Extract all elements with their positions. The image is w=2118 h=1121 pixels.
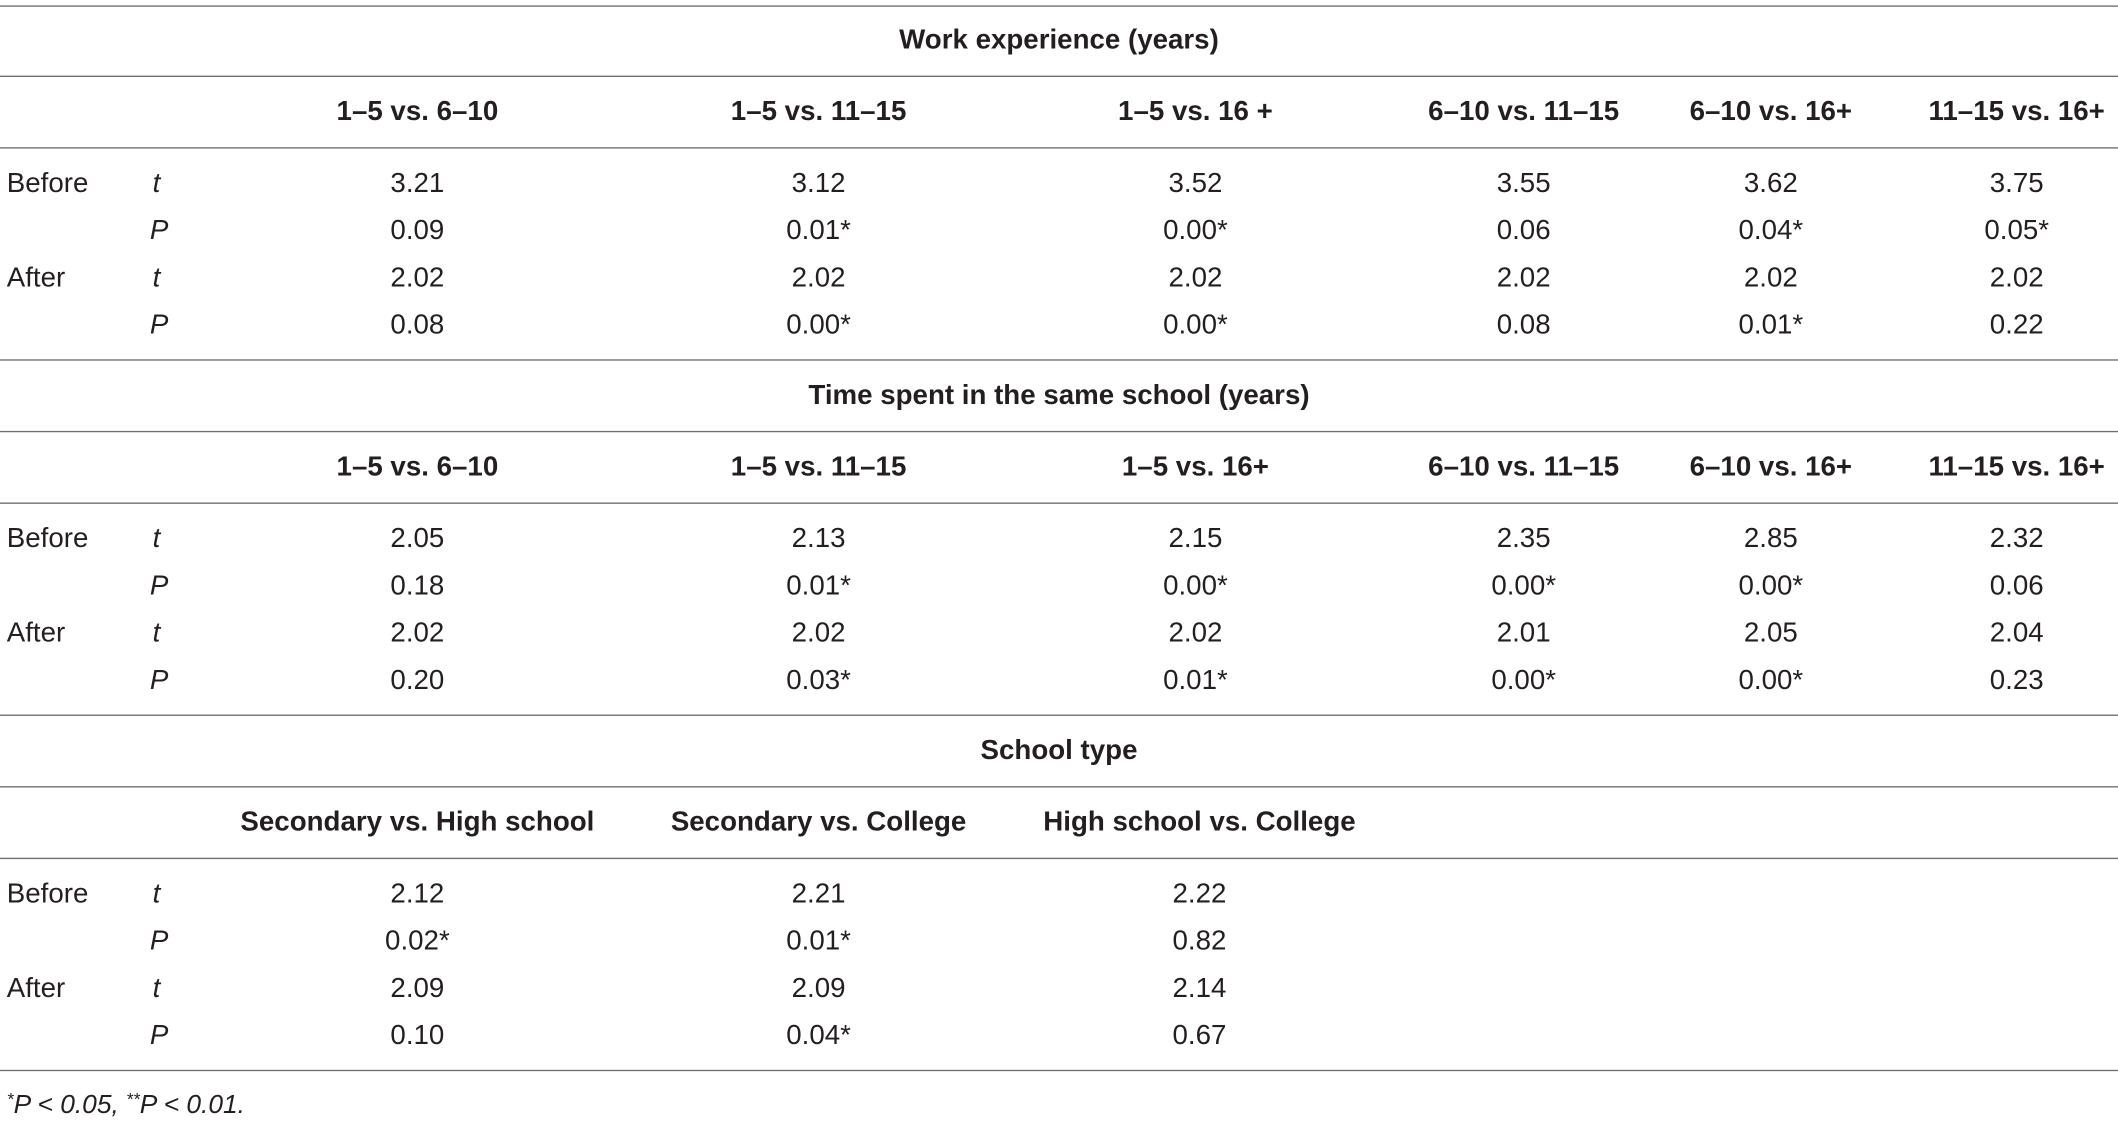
table-cell: 2.05 bbox=[1743, 617, 1798, 649]
table-cell: 0.00* bbox=[1163, 570, 1228, 602]
row-stat-label: t bbox=[152, 617, 161, 649]
table-cell: 0.08 bbox=[390, 309, 445, 341]
section-title-rule bbox=[0, 786, 2118, 787]
table-cell: 2.02 bbox=[390, 262, 445, 294]
row-stat-label: P bbox=[149, 570, 169, 602]
column-header: High school vs. College bbox=[1043, 806, 1356, 838]
column-header: Secondary vs. High school bbox=[240, 806, 595, 838]
section-title-time-in-school: Time spent in the same school (years) bbox=[808, 379, 1310, 411]
row-group-label: After bbox=[6, 617, 66, 649]
table-cell: 3.55 bbox=[1496, 167, 1551, 199]
table-cell: 2.09 bbox=[791, 972, 846, 1004]
column-header: 1–5 vs. 11–15 bbox=[730, 95, 907, 127]
table-cell: 0.20 bbox=[390, 664, 445, 696]
column-header: 6–10 vs. 11–15 bbox=[1428, 451, 1620, 483]
row-stat-label: P bbox=[149, 309, 169, 341]
section-title-rule bbox=[0, 431, 2118, 432]
row-stat-label: t bbox=[152, 972, 161, 1004]
table-cell: 0.10 bbox=[390, 1019, 445, 1051]
table-cell: 0.82 bbox=[1172, 925, 1227, 957]
table-cell: 2.13 bbox=[791, 522, 846, 554]
table-cell: 0.02* bbox=[385, 925, 450, 957]
table-cell: 2.09 bbox=[390, 972, 445, 1004]
column-header: 6–10 vs. 16+ bbox=[1689, 451, 1853, 483]
footnote-mark: * bbox=[6, 1088, 14, 1109]
table-cell: 2.02 bbox=[1496, 262, 1551, 294]
section-divider-rule bbox=[0, 359, 2118, 360]
row-stat-label: t bbox=[152, 522, 161, 554]
table-cell: 0.06 bbox=[1989, 570, 2044, 602]
row-group-label: After bbox=[6, 972, 66, 1004]
table-cell: 3.12 bbox=[791, 167, 846, 199]
section-title-work-experience: Work experience (years) bbox=[899, 24, 1219, 56]
table-cell: 0.18 bbox=[390, 570, 445, 602]
table-cell: 3.62 bbox=[1743, 167, 1798, 199]
footnote-mark: ** bbox=[126, 1088, 140, 1109]
table-cell: 2.02 bbox=[390, 617, 445, 649]
column-header: 1–5 vs. 6–10 bbox=[336, 95, 499, 127]
table-cell: 0.00* bbox=[1163, 214, 1228, 246]
table-cell: 0.00* bbox=[786, 309, 851, 341]
table-cell: 0.67 bbox=[1172, 1019, 1227, 1051]
table-cell: 2.21 bbox=[791, 878, 846, 910]
table-cell: 2.22 bbox=[1172, 878, 1227, 910]
table-cell: 0.06 bbox=[1496, 214, 1551, 246]
section-title-school-type: School type bbox=[980, 734, 1138, 766]
table-cell: 2.15 bbox=[1168, 522, 1223, 554]
table-cell: 2.02 bbox=[1168, 262, 1223, 294]
row-group-label: Before bbox=[6, 522, 89, 554]
column-header: 1–5 vs. 6–10 bbox=[336, 451, 499, 483]
table-cell: 2.02 bbox=[1168, 617, 1223, 649]
table-cell: 2.85 bbox=[1743, 522, 1798, 554]
column-header: 1–5 vs. 16 + bbox=[1118, 95, 1273, 127]
table-cell: 2.02 bbox=[791, 617, 846, 649]
column-header: 1–5 vs. 11–15 bbox=[730, 451, 907, 483]
column-header: 6–10 vs. 11–15 bbox=[1428, 95, 1620, 127]
table-cell: 0.00* bbox=[1163, 309, 1228, 341]
table-cell: 0.01* bbox=[786, 570, 851, 602]
row-stat-label: t bbox=[152, 262, 161, 294]
row-group-label: After bbox=[6, 262, 66, 294]
footnote-text: P < 0.01. bbox=[139, 1090, 245, 1120]
table-cell: 0.08 bbox=[1496, 309, 1551, 341]
table-cell: 2.32 bbox=[1989, 522, 2044, 554]
table-cell: 0.23 bbox=[1989, 664, 2044, 696]
table-cell: 2.05 bbox=[390, 522, 445, 554]
table-cell: 0.00* bbox=[1491, 570, 1557, 602]
table-bottom-rule bbox=[0, 1070, 2118, 1071]
table-cell: 2.02 bbox=[1989, 262, 2044, 294]
row-stat-label: t bbox=[152, 878, 161, 910]
column-header: 11–15 vs. 16+ bbox=[1928, 95, 2105, 127]
column-header-rule bbox=[0, 858, 2118, 859]
row-stat-label: P bbox=[149, 1019, 169, 1051]
section-divider-rule bbox=[0, 715, 2118, 716]
row-stat-label: P bbox=[149, 214, 169, 246]
table-cell: 2.04 bbox=[1989, 617, 2044, 649]
section-title-rule bbox=[0, 76, 2118, 77]
table-cell: 2.02 bbox=[1743, 262, 1798, 294]
column-header-rule bbox=[0, 147, 2118, 148]
table-cell: 2.35 bbox=[1496, 522, 1551, 554]
table-cell: 0.04* bbox=[786, 1019, 851, 1051]
table-cell: 2.02 bbox=[791, 262, 846, 294]
table-cell: 3.52 bbox=[1168, 167, 1223, 199]
column-header-rule bbox=[0, 502, 2118, 503]
row-group-label: Before bbox=[6, 167, 89, 199]
table-cell: 0.03* bbox=[786, 664, 851, 696]
table-cell: 0.01* bbox=[786, 214, 851, 246]
table-cell: 2.14 bbox=[1172, 972, 1227, 1004]
row-stat-label: t bbox=[152, 167, 161, 199]
table-footnote bbox=[7, 1083, 245, 1121]
row-group-label: Before bbox=[6, 878, 89, 910]
table-cell: 0.01* bbox=[1163, 664, 1228, 696]
table-cell: 0.22 bbox=[1989, 309, 2044, 341]
table-cell: 0.00* bbox=[1738, 664, 1804, 696]
table-cell: 0.09 bbox=[390, 214, 445, 246]
footnote-text: P < 0.05, bbox=[13, 1090, 127, 1120]
table-cell: 0.00* bbox=[1491, 664, 1557, 696]
table-cell: 2.01 bbox=[1496, 617, 1551, 649]
table-cell: 0.05* bbox=[1984, 214, 2050, 246]
table-cell: 0.00* bbox=[1738, 570, 1804, 602]
table-cell: 0.04* bbox=[1738, 214, 1804, 246]
row-stat-label: P bbox=[149, 664, 169, 696]
table-cell: 0.01* bbox=[786, 925, 851, 957]
column-header: Secondary vs. College bbox=[670, 806, 967, 838]
table-cell: 0.01* bbox=[1738, 309, 1804, 341]
row-stat-label: P bbox=[149, 925, 169, 957]
column-header: 11–15 vs. 16+ bbox=[1928, 451, 2105, 483]
table-cell: 2.12 bbox=[390, 878, 445, 910]
table-cell: 3.75 bbox=[1989, 167, 2044, 199]
table-top-rule bbox=[0, 5, 2118, 6]
column-header: 6–10 vs. 16+ bbox=[1689, 95, 1853, 127]
column-header: 1–5 vs. 16+ bbox=[1121, 451, 1269, 483]
table-cell: 3.21 bbox=[390, 167, 445, 199]
